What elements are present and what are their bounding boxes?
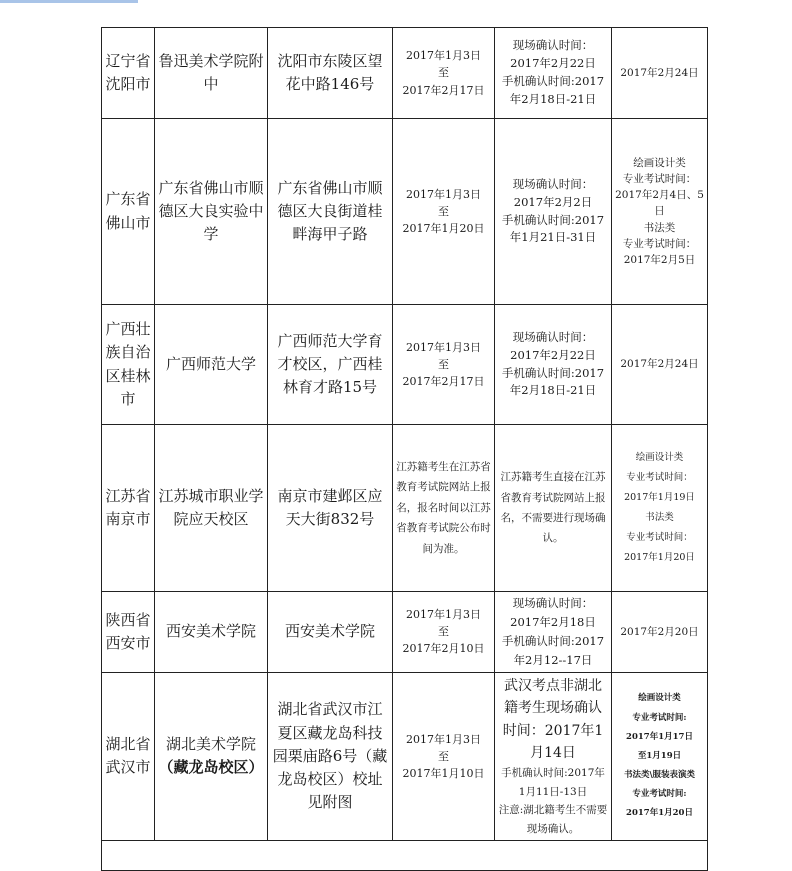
exam-time-label: 专业考试时间： [622,237,697,250]
confirmation-cell [495,28,612,119]
exam-category: 书法类 [643,221,676,234]
phone-confirm: 手机确认时间:2017年1月21日-31日 [501,212,605,245]
region-cell: 辽宁省沈阳市 [102,28,155,119]
exam-time: 专业考试时间：2017年1月19日 [624,472,695,504]
confirm-date: 2017年2月22日 [510,56,596,71]
exam-time-cell [612,592,708,673]
online-registration-cell [393,592,495,673]
table-row [102,592,708,673]
phone-confirm: 手机确认时间:2017年2月12--17日 [501,633,605,667]
confirmation-cell: 江苏籍考生直接在江苏省教育考试院网站上报名，不需要进行现场确认。 [495,425,612,592]
confirm-label: 现场确认时间： [512,38,594,53]
exam-sites-table [101,27,708,871]
online-start: 2017年1月3日 [406,49,481,63]
confirm-date: 2017年2月2日 [513,194,593,209]
region-cell: 广西壮族自治区桂林市 [102,305,155,425]
exam-time: 专业考试时间：2017年2月4日、5日 [615,172,704,218]
online-end: 2017年2月17日 [402,83,485,97]
confirm-date: 2017年2月22日 [510,347,596,362]
online-to: 至 [438,625,449,639]
online-to: 至 [438,749,449,763]
table-continuation-cell [102,840,708,870]
confirm-label: 现场确认时间： [512,596,594,610]
page-top-accent [0,0,138,3]
school-cell: 江苏城市职业学院应天校区 [155,425,268,592]
table-row [102,672,708,840]
table-row [102,425,708,592]
exam-time-cell [612,119,708,305]
table-row [102,305,708,425]
online-start: 2017年1月3日 [406,732,481,746]
address-cell: 广西师范大学育才校区，广西桂林育才路15号 [268,305,393,425]
online-registration-cell [393,119,495,305]
online-to: 至 [438,204,449,218]
phone-confirm: 手机确认时间:2017年1月11日-13日 [501,767,605,798]
exam-date: 2017年1月17日 [626,731,693,742]
confirmation-cell [495,592,612,673]
online-to: 至 [438,357,449,371]
phone-confirm: 手机确认时间:2017年2月18日-21日 [501,365,605,398]
online-to: 至 [438,66,449,80]
exam-date: 2017年2月24日 [620,358,699,371]
online-start: 2017年1月3日 [406,187,481,201]
confirm-label: 现场确认时间： [512,176,594,191]
exam-category: 书法类\服装表演类 [623,769,696,780]
table-row [102,28,708,119]
school-cell [155,672,268,840]
exam-category: 绘画设计类 [635,452,684,464]
online-end: 2017年2月17日 [402,375,485,389]
school-cell: 西安美术学院 [155,592,268,673]
exam-time-cell [612,305,708,425]
exam-date: 2017年2月24日 [620,66,699,79]
region-cell: 广东省佛山市 [102,119,155,305]
exam-time-label: 专业考试时间: [632,789,687,800]
address-cell: 广东省佛山市顺德区大良街道桂畔海甲子路 [268,119,393,305]
exam-date: 2017年2月20日 [620,625,699,638]
exam-time-label: 专业考试时间: [632,712,687,723]
confirmation-cell [495,672,612,840]
online-registration-cell [393,672,495,840]
confirm-notice: 注意:湖北籍考生不需要现场确认。 [498,804,608,835]
region-cell: 陕西省西安市 [102,592,155,673]
table-row [102,119,708,305]
exam-category: 书法类 [645,512,674,523]
online-registration-cell [393,305,495,425]
confirm-label: 现场确认时间： [512,329,594,344]
exam-time-cell [612,672,708,840]
online-registration-cell [393,28,495,119]
address-cell: 西安美术学院 [268,592,393,673]
confirmation-cell [495,305,612,425]
exam-date: 至1月19日 [637,750,682,761]
table-row [102,840,708,870]
address-cell: 南京市建邺区应天大街832号 [268,425,393,592]
online-end: 2017年1月10日 [402,766,485,780]
exam-date: 2017年1月20日 [626,808,693,819]
exam-date: 2017年2月5日 [623,254,696,267]
address-cell: 湖北省武汉市江夏区藏龙岛科技园栗庙路6号（藏龙岛校区）校址见附图 [268,672,393,840]
school-cell: 广东省佛山市顺德区大良实验中学 [155,119,268,305]
online-start: 2017年1月3日 [406,340,481,354]
online-end: 2017年2月10日 [402,642,485,656]
exam-time-cell [612,28,708,119]
school-name: 湖北美术学院 [165,735,256,754]
online-start: 2017年1月3日 [406,608,481,622]
online-end: 2017年1月20日 [402,222,485,236]
school-cell: 鲁迅美术学院附中 [155,28,268,119]
phone-confirm: 手机确认时间:2017年2月18日-21日 [501,74,605,106]
confirmation-cell [495,119,612,305]
school-cell: 广西师范大学 [155,305,268,425]
confirm-date: 2017年2月18日 [510,614,596,629]
region-cell: 江苏省南京市 [102,425,155,592]
address-cell: 沈阳市东陵区望花中路146号 [268,28,393,119]
exam-category: 绘画设计类 [633,156,686,169]
exam-time: 专业考试时间：2017年1月20日 [624,531,695,563]
school-campus-note: （藏龙岛校区） [158,758,264,777]
exam-time-cell [612,425,708,592]
exam-category: 绘画设计类 [638,693,681,704]
online-registration-cell: 江苏籍考生在江苏省教育考试院网站上报名，报名时间以江苏省教育考试院公布时间为准。 [393,425,495,592]
onsite-confirm-note: 武汉考点非湖北籍考生现场确认时间：2017年1月14日 [502,677,604,762]
region-cell: 湖北省武汉市 [102,672,155,840]
